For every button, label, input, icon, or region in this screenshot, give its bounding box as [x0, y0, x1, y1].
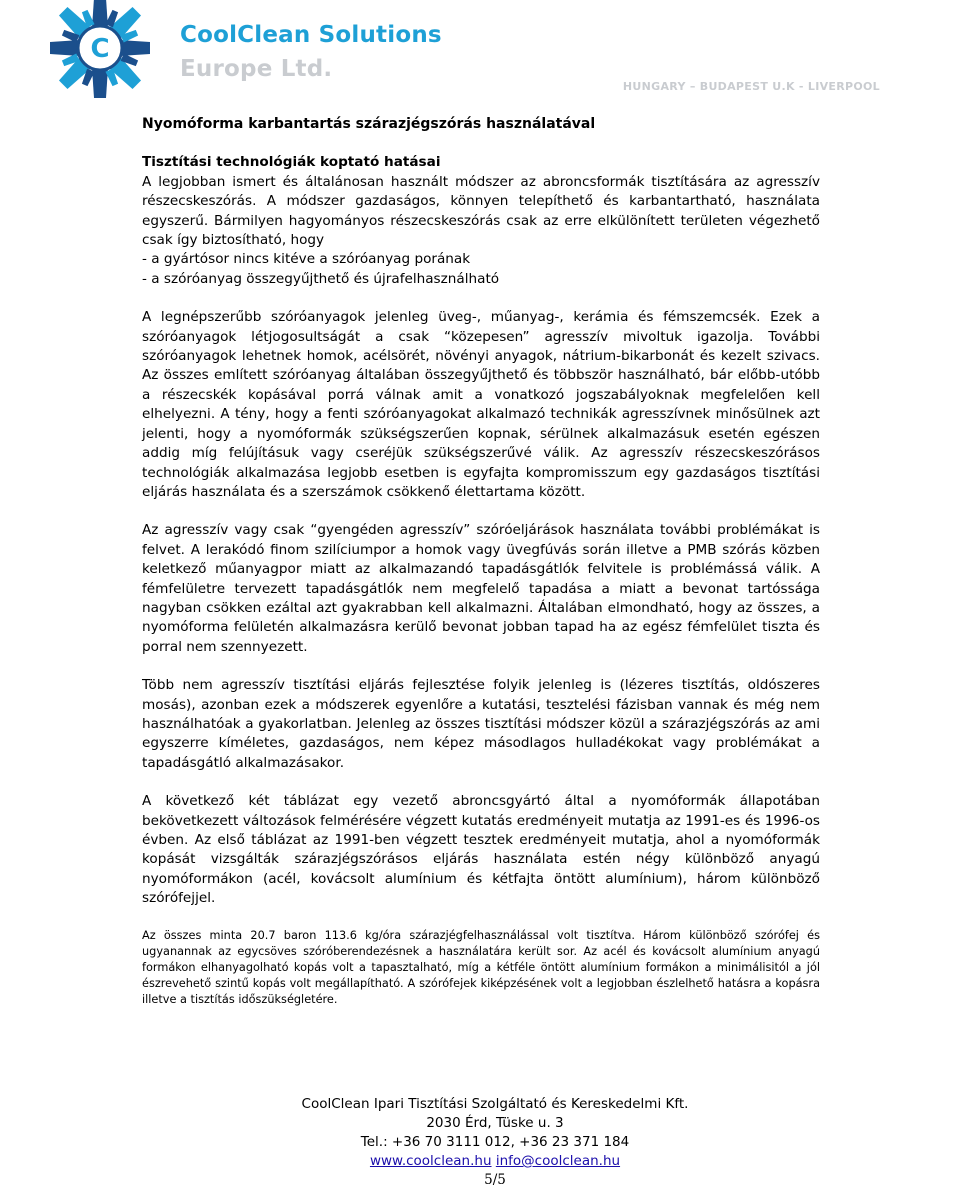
logo-letter: C — [90, 34, 110, 64]
company-name: CoolClean Solutions — [180, 22, 442, 48]
footer-company: CoolClean Ipari Tisztítási Szolgáltató és Kereskedelmi Kft. — [301, 1096, 689, 1112]
page-footer — [0, 1095, 960, 1190]
section-subtitle: Tisztítási technológiák koptató hatásai — [142, 154, 441, 171]
page-number: 5/5 — [484, 1172, 506, 1188]
list-item: - a szóróanyag összegyűjthető és újrafelhasználható — [142, 270, 500, 287]
email-link[interactable]: info@coolclean.hu — [495, 1153, 621, 1169]
company-locations: HUNGARY – BUDAPEST U.K - LIVERPOOL — [622, 80, 880, 93]
paragraph-2: A legnépszerűbb szóróanyagok jelenleg üveg-, műanyag-, kerámia és fémszemcsék. Ezek a szóróanyagok létjogosultságát a csak “közepesen” agresszív mivoltuk igazolja. További szóróanyagok lehetnek homok, acélsörét, növényi anyagok, nátrium-bikarbonát és kezelt szivacs. Az összes említett szóróanyag általában összegyűjthető és többször használható, bár előbb-utóbb a részecskék kopásával porrá válnak amit a vonatkozó jogszabályoknak megfelelően kell elhelyezni. A tény, hogy a fenti szóróanyagokat alkalmazó technikák agresszívnek minősülnek azt jelenti, hogy a nyomóformák szükségszerűen kopnak, sérülnek alkalmazásuk esetén egészen addig míg felújításuk vagy cseréjük szükségszerűvé válik. Az agresszív részecskeszórásos technológiák alkalmazása legjobb esetben is egyfajta kompromisszum egy gazdaságos tisztítási eljárás használata és a szerszámok csökkenő élettartama között. — [142, 309, 820, 500]
footer-phone: Tel.: +36 70 3111 012, +36 23 371 184 — [360, 1134, 630, 1150]
list-item: - a gyártósor nincs kitéve a szóróanyag porának — [142, 251, 471, 268]
note-paragraph: Az összes minta 20.7 baron 113.6 kg/óra szárazjégfelhasználással volt tisztítva. Három különböző szórófej és ugyanannak az egycsöves szóróberendezésnek a használatára került sor. Az acél és kovácsolt alumínium anyagú formákon elhanyagolható kopás volt a tapasztalható, míg a kétféle öntött alumínium formákon a minimálisitól a jól észrevehető szintű kopás volt megállapítható. A szórófejek kiképzésének volt a legjobban észlelhető hatásra a kopásra illetve a tisztítás időszükségletére. — [142, 928, 820, 1007]
document-title: Nyomóforma karbantartás szárazjégszórás használatával — [142, 116, 596, 132]
website-link[interactable]: www.coolclean.hu — [369, 1153, 492, 1169]
paragraph-5: A következő két táblázat egy vezető abroncsgyártó által a nyomóformák állapotában bekövetkezett változások felmérésére végzett kutatás eredményeit mutatja az 1991-es és 1996-os évben. Az első táblázat az 1991-ben végzett tesztek eredményeit mutatja, ahol a nyomóformák kopását vizsgálták szárazjégszórásos eljárás használata estén négy különböző anyagú nyomóformákon (acél, kovácsolt alumínium és kétfajta öntött alumínium), három különböző szórófejjel. — [142, 793, 820, 907]
footer-links — [0, 1152, 960, 1171]
snowflake-logo-icon — [30, 0, 170, 105]
footer-address: 2030 Érd, Tüske u. 3 — [426, 1115, 564, 1131]
paragraph-4: Több nem agresszív tisztítási eljárás fejlesztése folyik jelenleg is (lézeres tisztítás, oldószeres mosás), azonban ezek a módszerek egyenlőre a kutatási, tesztelési fázisban vannak és még nem használhatóak a gyakorlatban. Jelenleg az összes tisztítási módszer közül a szárazjégszórás az ami egyszerre kíméletes, gazdaságos, nem képez másodlagos hulladékokat vagy problémákat a tapadásgátló alkalmazásakor. — [142, 677, 820, 771]
document-body — [142, 115, 820, 1009]
company-logo — [30, 0, 170, 105]
paragraph-3: Az agresszív vagy csak “gyengéden agresszív” szóróeljárások használata további problémákat is felvet. A lerakódó finom szilíciumpor a homok vagy üvegfúvás során illetve a PMB szórás közben keletkező műanyagpor miatt az alkalmazandó tapadásgátlók felvitele is problémássá válik. A fémfelületre tervezett tapadásgátlók nem megfelelő tapadása a miatt a bevonat tartóssága nagyban csökken ezáltal azt gyakrabban kell alkalmazni. Általában elmondható, hogy az összes, a nyomóforma felületén alkalmazásra kerülő bevonat jobban tapad ha az egész fémfelület tiszta és porral nem szennyezett. — [142, 522, 820, 655]
paragraph-1: A legjobban ismert és általánosan használt módszer az abroncsformák tisztítására az agresszív részecskeszórás. A módszer gazdaságos, könnyen telepíthető és karbantartható, használata egyszerű. Bármilyen hagyományos részecskeszórás csak az erre elkülönített területen végezhető csak így biztosítható, hogy — [142, 173, 820, 249]
company-subtitle: Europe Ltd. — [180, 56, 333, 82]
